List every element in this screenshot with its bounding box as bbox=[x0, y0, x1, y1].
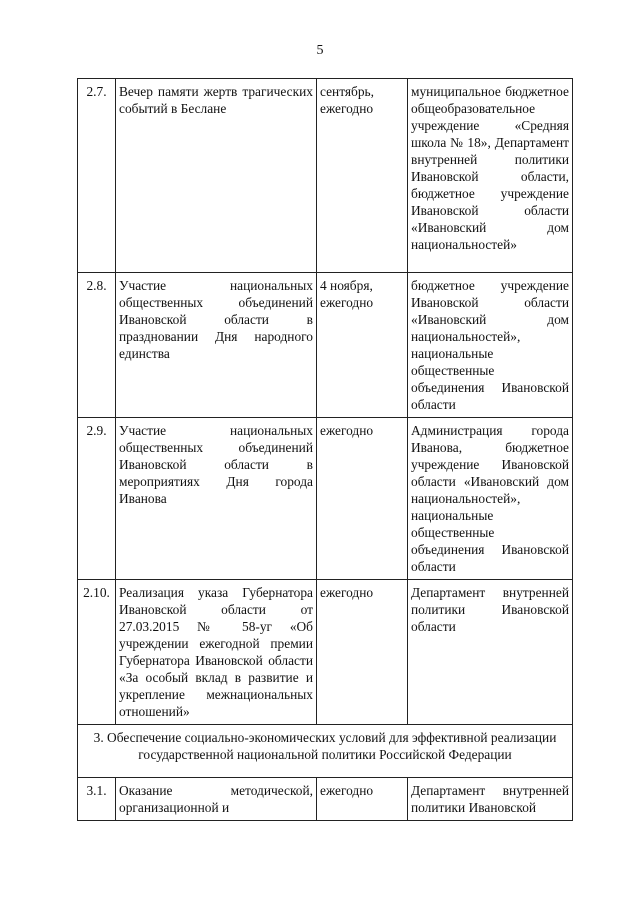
section-title: 3. Обеспечение социально-экономических условий для эффективной реализации государственной национальной политики Российской Федерации bbox=[78, 725, 573, 778]
event-date: ежегодно bbox=[317, 778, 408, 821]
table-row bbox=[78, 418, 573, 580]
row-number: 2.7. bbox=[78, 79, 116, 273]
event-executor: Администрация города Иванова, бюджетное учреждение Ивановской области «Ивановский дом национальностей», национальные общественные объединения Ивановской области bbox=[408, 418, 573, 580]
event-executor: бюджетное учреждение Ивановской области «Ивановский дом национальностей», национальные общественные объединения Ивановской области bbox=[408, 273, 573, 418]
event-name: Реализация указа Губернатора Ивановской области от 27.03.2015 № 58-уг «Об учреждении ежегодной премии Губернатора Ивановской области «За особый вклад в развитие и укрепление межнациональных отношений» bbox=[116, 580, 317, 725]
event-date: ежегодно bbox=[317, 418, 408, 580]
event-executor: Департамент внутренней политики Ивановской области bbox=[408, 580, 573, 725]
event-date: ежегодно bbox=[317, 580, 408, 725]
row-number: 2.8. bbox=[78, 273, 116, 418]
table-row bbox=[78, 778, 573, 821]
row-number: 2.10. bbox=[78, 580, 116, 725]
event-executor: Департамент внутренней политики Ивановской bbox=[408, 778, 573, 821]
event-name: Участие национальных общественных объединений Ивановской области в праздновании Дня народного единства bbox=[116, 273, 317, 418]
event-date: 4 ноября, ежегодно bbox=[317, 273, 408, 418]
table-row bbox=[78, 79, 573, 273]
table-row bbox=[78, 273, 573, 418]
events-table bbox=[77, 78, 573, 821]
row-number: 3.1. bbox=[78, 778, 116, 821]
event-date: сентябрь, ежегодно bbox=[317, 79, 408, 273]
page-number: 5 bbox=[316, 43, 324, 58]
event-name: Участие национальных общественных объединений Ивановской области в мероприятиях Дня города Иванова bbox=[116, 418, 317, 580]
section-row bbox=[78, 725, 573, 778]
event-name: Вечер памяти жертв трагических событий в Беслане bbox=[116, 79, 317, 273]
row-number: 2.9. bbox=[78, 418, 116, 580]
event-executor: муниципальное бюджетное общеобразовательное учреждение «Средняя школа № 18», Департамент внутренней политики Ивановской области, бюджетное учреждение Ивановской области «Ивановский дом национальностей» bbox=[408, 79, 573, 273]
table-row bbox=[78, 580, 573, 725]
event-name: Оказание методической, организационной и bbox=[116, 778, 317, 821]
